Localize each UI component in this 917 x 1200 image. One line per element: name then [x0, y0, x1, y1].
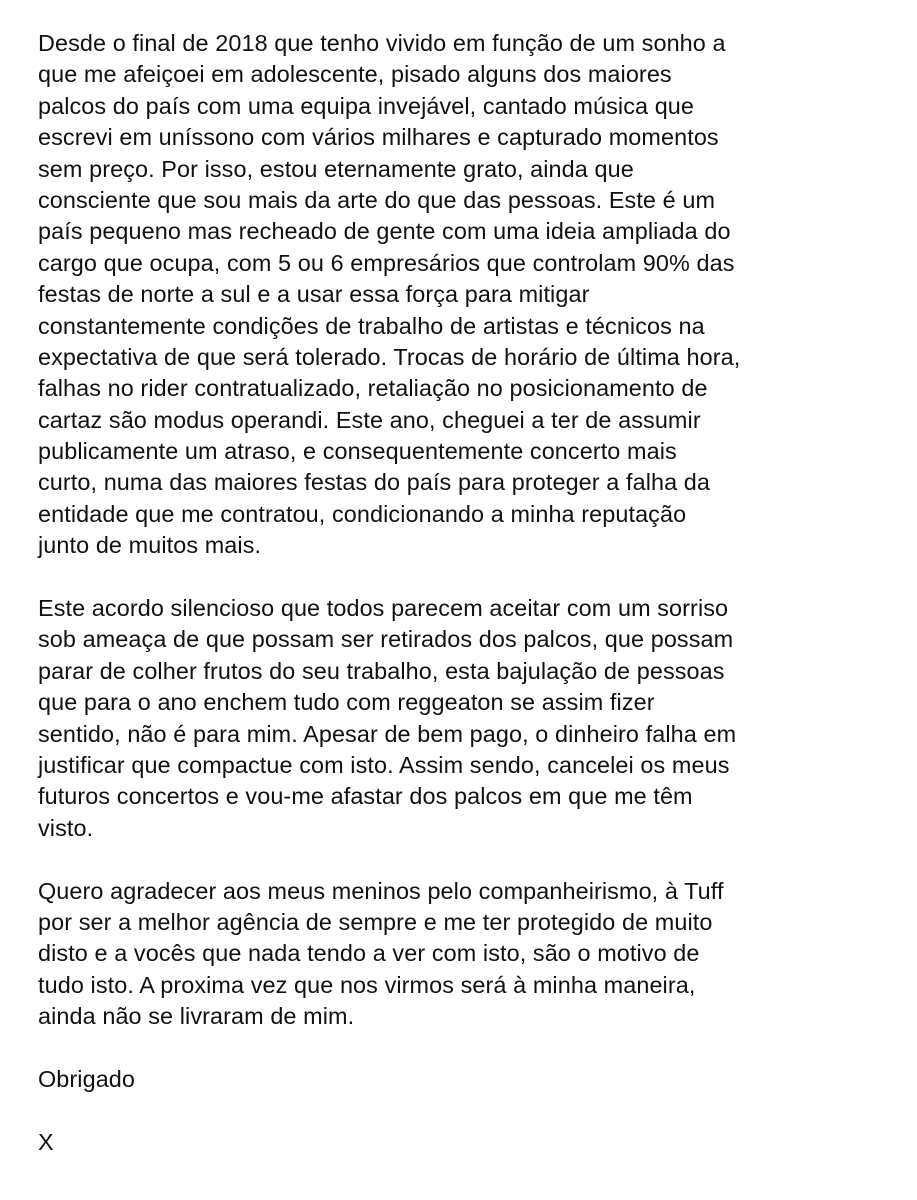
text-line: que para o ano enchem tudo com reggeaton se assim fizer: [38, 689, 655, 716]
text-line: país pequeno mas recheado de gente com uma ideia ampliada do: [38, 218, 731, 245]
text-line: escrevi em uníssono com vários milhares e capturado momentos: [38, 124, 719, 151]
text-line: disto e a vocês que nada tendo a ver com isto, são o motivo de: [38, 940, 700, 967]
text-line: sem preço. Por isso, estou eternamente grato, ainda que: [38, 155, 634, 182]
closing-line: [38, 1064, 913, 1095]
text-line: futuros concertos e vou-me afastar dos palcos em que me têm: [38, 783, 693, 810]
paragraph-3: [38, 876, 913, 1033]
letter-document: [38, 28, 913, 1158]
signature: [38, 1127, 913, 1158]
text-line: sentido, não é para mim. Apesar de bem pago, o dinheiro falha em: [38, 720, 737, 747]
text-line: entidade que me contratou, condicionando a minha reputação: [38, 500, 687, 527]
text-line: cartaz são modus operandi. Este ano, cheguei a ter de assumir: [38, 406, 701, 433]
paragraph-2: [38, 593, 913, 844]
text-line: tudo isto. A proxima vez que nos virmos será à minha maneira,: [38, 971, 696, 998]
closing-text: Obrigado: [38, 1065, 136, 1092]
text-line: falhas no rider contratualizado, retaliação no posicionamento de: [38, 375, 708, 402]
signature-text: X: [38, 1128, 54, 1155]
text-line: festas de norte a sul e a usar essa força para mitigar: [38, 281, 590, 308]
text-line: parar de colher frutos do seu trabalho, esta bajulação de pessoas: [38, 657, 725, 684]
text-line: justificar que compactue com isto. Assim sendo, cancelei os meus: [38, 751, 730, 778]
text-line: publicamente um atraso, e consequentemente concerto mais: [38, 438, 677, 465]
text-line: que me afeiçoei em adolescente, pisado alguns dos maiores: [38, 61, 672, 88]
text-line: por ser a melhor agência de sempre e me ter protegido de muito: [38, 908, 713, 935]
text-line: expectativa de que será tolerado. Trocas de horário de última hora,: [38, 343, 741, 370]
text-line: junto de muitos mais.: [38, 532, 262, 559]
text-line: cargo que ocupa, com 5 ou 6 empresários que controlam 90% das: [38, 249, 735, 276]
text-line: consciente que sou mais da arte do que das pessoas. Este é um: [38, 186, 716, 213]
text-line: constantemente condições de trabalho de artistas e técnicos na: [38, 312, 705, 339]
text-line: Este acordo silencioso que todos parecem aceitar com um sorriso: [38, 595, 729, 622]
text-line: visto.: [38, 814, 94, 841]
paragraph-1: [38, 28, 913, 562]
text-line: sob ameaça de que possam ser retirados dos palcos, que possam: [38, 626, 734, 653]
text-line: curto, numa das maiores festas do país para proteger a falha da: [38, 469, 711, 496]
text-line: ainda não se livraram de mim.: [38, 1003, 355, 1030]
text-line: Quero agradecer aos meus meninos pelo companheirismo, à Tuff: [38, 877, 724, 904]
text-line: palcos do país com uma equipa invejável, cantado música que: [38, 92, 695, 119]
text-line: Desde o final de 2018 que tenho vivido em função de um sonho a: [38, 30, 726, 56]
